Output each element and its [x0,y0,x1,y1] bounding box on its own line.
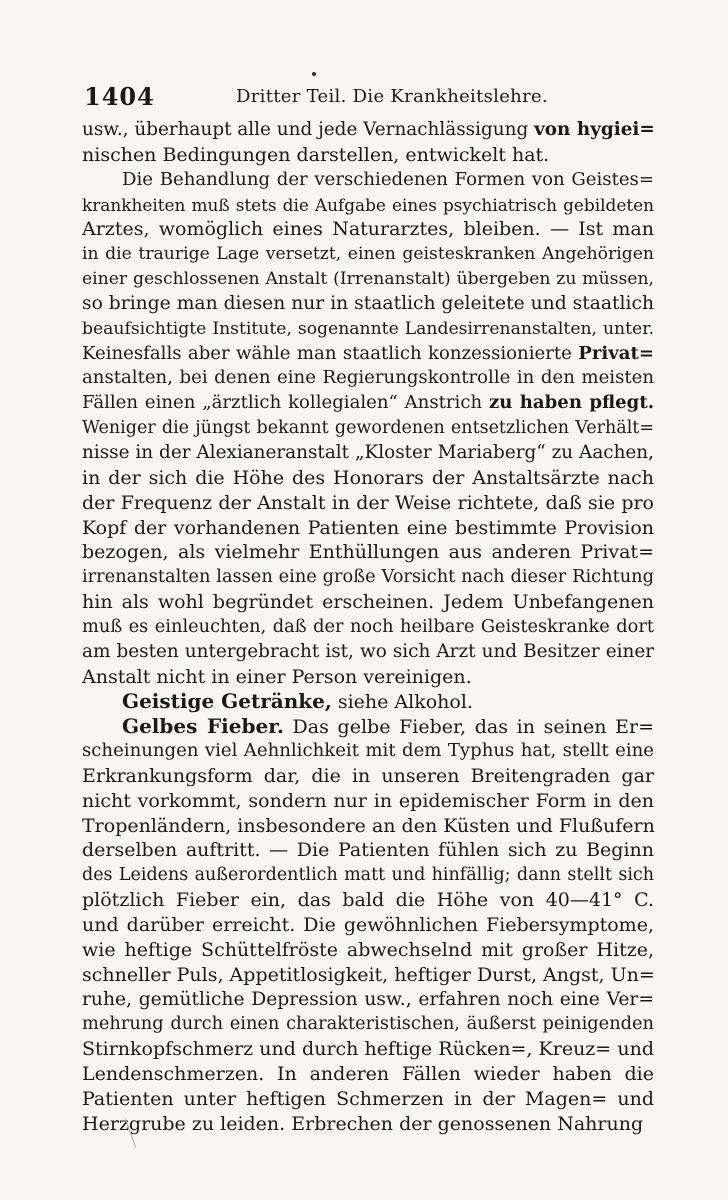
text-line [82,1012,654,1037]
text-line [82,739,654,764]
text-segment: schneller Puls, Appetitlosigkeit, heftiger Durst, Angst, Un= [82,963,655,986]
text-line [82,416,654,441]
text-line [82,988,654,1013]
paragraph [82,714,654,1136]
text-segment: hin als wohl begründet erscheinen. Jedem Unbefangenen [82,591,654,614]
text-line [82,193,654,218]
text-line [82,342,654,367]
text-line [82,665,654,690]
text-line [82,516,654,541]
text-segment: und darüber erreicht. Die gewöhnlichen Fiebersymptome, [82,914,654,936]
paragraph [82,118,654,168]
page-header [84,82,654,112]
text-segment: Privat= [578,342,654,364]
text-line [82,764,654,789]
text-line [82,118,654,143]
text-segment: usw., überhaupt alle und jede Vernachlässigung [82,119,535,140]
text-line [82,689,654,714]
text-segment: Herzgrube zu leiden. Erbrechen der genossenen Nahrung [82,1112,644,1135]
text-segment: bezogen, als vielmehr Enthüllungen aus anderen Privat= [82,541,654,564]
text-segment: in der sich die Höhe des Honorars der Anstaltsärzte nach [82,466,654,489]
text-line [82,441,654,466]
text-line [82,217,654,242]
text-segment: irrenanstalten lassen eine große Vorsicht nach dieser Richtung [82,566,654,588]
text-line [82,938,654,963]
text-line [82,565,654,590]
text-line [82,814,654,839]
page-number: 1404 [84,82,155,111]
text-line [82,838,654,863]
text-line [82,317,654,342]
text-segment: einer geschlossenen Anstalt (Irrenanstalt) übergeben zu müssen, [82,269,654,290]
running-head: Dritter Teil. Die Krankheitslehre. [236,86,548,107]
text-line [82,615,654,640]
text-segment: siehe Alkohol. [331,691,473,714]
text-segment: Tropenländern, insbesondere an den Küsten und Flußufern [82,814,655,837]
text-line [82,292,654,317]
text-line [82,1062,654,1087]
text-line [82,366,654,391]
text-segment: in die traurige Lage versetzt, einen geisteskranken Angehörigen [82,244,654,265]
text-line [82,466,654,491]
text-segment: zu haben pflegt. [488,392,654,414]
text-line [82,267,654,292]
entry-headword: Gelbes Fieber. [122,714,284,739]
text-line [82,391,654,416]
text-segment: Kopf der vorhandenen Patienten eine bestimmte Provision [82,516,654,539]
paragraph [82,168,654,690]
text-line [82,168,654,193]
text-segment: derselben auftritt. — Die Patienten fühlen sich zu Beginn [82,839,654,862]
text-line [82,640,654,665]
text-line [82,963,654,988]
text-segment: am besten untergebracht ist, wo sich Arzt und Besitzer einer [82,640,654,662]
text-segment: mehrung durch einen charakteristischen, äußerst peinigenden [82,1013,654,1035]
text-line [82,913,654,938]
text-line [82,888,654,913]
text-segment: Keinesfalls aber wähle man staatlich konzessionierte [82,342,579,364]
text-segment: nischen Bedingungen darstellen, entwickelt hat. [82,143,550,166]
text-segment: ruhe, gemütliche Depression usw., erfahren noch eine Ver= [82,988,654,1010]
entry-headword: Geistige Getränke, [122,689,332,714]
text-line [82,714,654,739]
text-segment: Anstalt nicht in einer Person vereinigen. [82,665,472,688]
text-line [82,863,654,888]
text-segment: nisse in der Alexianeranstalt „Kloster Mariaberg“ zu Aachen, [82,441,654,463]
text-line [82,789,654,814]
text-line [82,242,654,267]
text-segment: muß es einleuchten, daß der noch heilbare Geisteskranke dort [82,615,654,637]
text-segment: wie heftige Schüttelfröste abwechselnd mit großer Hitze, [82,938,654,961]
text-segment: Arztes, womöglich eines Naturarztes, bleiben. — Ist man [82,218,654,241]
text-segment: von hygiei= [534,119,655,140]
text-line [82,1087,654,1112]
text-segment: Weniger die jüngst bekannt gewordenen entsetzlichen Verhält= [82,418,654,439]
text-segment: nicht vorkommt, sondern nur in epidemischer Form in den [82,789,654,812]
text-line [82,491,654,516]
text-segment: beaufsichtigte Institute, sogenannte Landesirrenanstalten, unter. [82,318,654,339]
text-segment: so bringe man diesen nur in staatlich geleitete und staatlich [82,292,654,314]
text-segment: Stirnkopfschmerz und durch heftige Rücken=, Kreuz= und [82,1038,654,1061]
text-segment: Patienten unter heftigen Schmerzen in der Magen= und [82,1087,654,1110]
text-line [82,540,654,565]
text-segment: Das gelbe Fieber, das in seinen Er= [283,716,654,739]
text-segment: Erkrankungsform dar, die in unseren Breitengraden gar [82,764,654,787]
text-segment: Fällen einen „ärztlich kollegialen“ Anstrich [82,392,489,414]
text-segment: plötzlich Fieber ein, das bald die Höhe von 40—41° C. [82,889,654,912]
text-line [82,1112,654,1137]
text-line [82,1037,654,1062]
ink-dot [312,72,316,76]
text-segment: krankheiten muß stets die Aufgabe eines psychiatrisch gebildeten [82,194,654,215]
text-segment: des Leidens außerordentlich matt und hinfällig; dann stellt sich [82,865,654,886]
text-line [82,590,654,615]
text-segment: der Frequenz der Anstalt in der Weise richtete, daß sie pro [82,491,654,514]
body-text [82,118,654,1137]
text-segment: scheinungen viel Aehnlichkeit mit dem Typhus hat, stellt eine [82,740,654,762]
text-segment: Die Behandlung der verschiedenen Formen von Geistes= [122,168,654,190]
text-segment: Lendenschmerzen. In anderen Fällen wieder haben die [82,1063,654,1086]
text-line [82,143,654,168]
text-segment: anstalten, bei denen eine Regierungskontrolle in den meisten [82,367,654,389]
paragraph [82,689,654,714]
